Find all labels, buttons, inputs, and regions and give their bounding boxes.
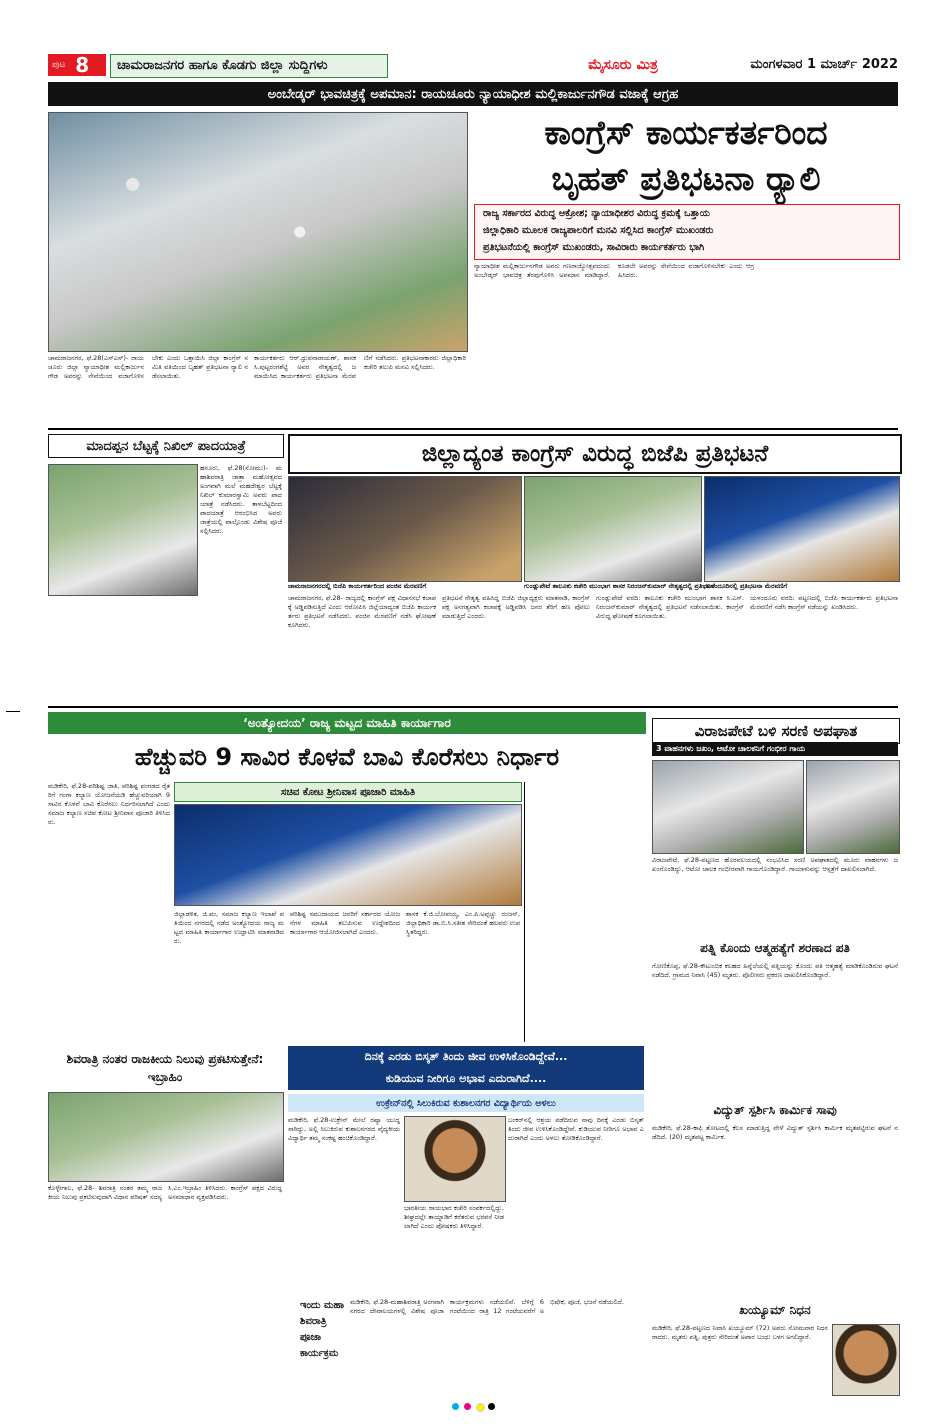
puja-label: ಇಂದು ಮಹಾ ಶಿವರಾತ್ರಿ ಪೂಜಾ ಕಾರ್ಯಕ್ರಮ — [300, 1300, 345, 1359]
ukraine-photo — [404, 1116, 506, 1202]
virajpet-headline: ವಿರಾಜಪೇಟೆ ಬಳಿ ಸರಣಿ ಅಪಘಾತ — [652, 718, 900, 744]
antyodaya-kicker: ‘ಅಂತ್ಯೋದಯ’ ರಾಜ್ಯ ಮಟ್ಟದ ಮಾಹಿತಿ ಕಾರ್ಯಾಗಾರ — [48, 712, 646, 734]
nikhil-body: ಹನೂರು, ಫೆ.28(ಸೋಮು)- ಮಹಾಶಿವರಾತ್ರಿ ಜಾತ್ರಾ ಮಹೋತ್ಸವದ ಅಂಗವಾಗಿ ಮಲೆ ಮಹದೇಶ್ವರ ಬೆಟ್ಟಕ್ಕೆ ನಿಖಿಲ್ ಕುಮಾರಸ್ವಾಮಿ ಅವರು ಪಾದಯಾತ್ರೆ ನಡೆಸಿದರು. ತಾಳಬೆಟ್ಟದಿಂದ ಪಾದಯಾತ್ರೆ ಆರಂಭಿಸಿದ ಅವರು ಜಾತ್ರೆಯಲ್ಲಿ ಪಾಲ್ಗೊಂಡು ವಿಶೇಷ ಪೂಜೆ ಸಲ್ಲಿಸಿದರು. — [200, 464, 285, 535]
ukraine-body-2: ಬಂಕರ್‌ನಲ್ಲಿ ಆಶ್ರಯ ಪಡೆದಿರುವ ನಾವು ದಿನಕ್ಕೆ ಎರಡು ಬಿಸ್ಕತ್ ತಿಂದು ಜೀವ ಉಳಿಸಿಕೊಂಡಿದ್ದೇವೆ. ಕುಡಿಯುವ ನೀರಿಗೂ ಅಭಾವ ಎದುರಾಗಿದೆ ಎಂದು ಅಳಲು ತೋಡಿಕೊಂಡಿದ್ದಾರೆ. — [508, 1116, 647, 1142]
virajpet-body: ವಿರಾಜಪೇಟೆ, ಫೆ.28-ಪಟ್ಟಣದ ಹೊರವಲಯದಲ್ಲಿ ಸಂಭವಿಸಿದ ಸರಣಿ ಅಪಘಾತದಲ್ಲಿ ಮೂರು ವಾಹನಗಳು ಜಖಂಗೊಂಡಿದ್ದು, ಆಟೋ ಚಾಲಕ ಗಂಭೀರವಾಗಿ ಗಾಯಗೊಂಡಿದ್ದಾರೆ. ಗಾಯಾಳುವನ್ನು ಆಸ್ಪತ್ರೆಗೆ ದಾಖಲಿಸಲಾಗಿದೆ. — [652, 856, 898, 873]
lead-bullets — [474, 204, 900, 260]
issue-date: ಮಂಗಳವಾರ 1 ಮಾರ್ಚ್ 2022 — [750, 57, 898, 72]
husband-body: ಗೋಣಿಕೊಪ್ಪ, ಫೆ.28-ಕೌಟುಂಬಿಕ ಕಲಹದ ಹಿನ್ನೆಲೆಯಲ್ಲಿ ಪತ್ನಿಯನ್ನು ಕೊಂದು ಪತಿ ಆತ್ಮಹತ್ಯೆ ಮಾಡಿಕೊಂಡಿರುವ ಘಟನೆ ನಡೆದಿದೆ. ಗ್ರಾಮದ ನಿವಾಸಿ (45) ಮೃತರು. ಪೊಲೀಸರು ಪ್ರಕರಣ ದಾಖಲಿಸಿಕೊಂಡಿದ್ದಾರೆ. — [652, 962, 901, 979]
lead-rally-photo — [48, 112, 468, 352]
antyodaya-body-2: ಜಿಲ್ಲಾಡಳಿತ, ಜಿ.ಪಂ, ಸಮಾಜ ಕಲ್ಯಾಣ ಇಲಾಖೆ ವತಿಯಿಂದ ನಗರದಲ್ಲಿ ನಡೆದ ಅಂತ್ಯೋದಯ ರಾಜ್ಯ ಮಟ್ಟದ ಮಾಹಿತಿ ಕಾರ್ಯಾಗಾರ ಉದ್ಘಾಟಿಸಿ ಮಾತನಾಡಿದರು. — [174, 910, 284, 945]
lead-body-left: ಚಾಮರಾಜನಗರ, ಫೆ.28(ಎಸ್‌ಎಸ್)- ರಾಯಚೂರು ಜಿಲ್ಲಾ ನ್ಯಾಯಾಧೀಶ ಮಲ್ಲಿಕಾರ್ಜುನಗೌಡ ಅವರನ್ನು ಸೇವೆಯಿಂದ ವಜಾಗೊಳಿಸಬೇಕು ಎಂದು ಒತ್ತಾಯಿಸಿ ಜಿಲ್ಲಾ ಕಾಂಗ್ರೆಸ್ ಸಮಿತಿ ವತಿಯಿಂದ ಬೃಹತ್ ಪ್ರತಿಭಟನಾ ರ್‍ಯಾಲಿ ನಡೆಸಲಾಯಿತು. — [48, 354, 248, 380]
antyodaya-subhead: ಸಚಿವ ಕೋಟ ಶ್ರೀನಿವಾಸ ಪೂಜಾರಿ ಮಾಹಿತಿ — [174, 782, 522, 802]
obituary-photo — [832, 1324, 900, 1396]
mid-divider — [48, 706, 898, 708]
obituary-body: ಮಡಿಕೇರಿ, ಫೆ.28-ಪಟ್ಟಣದ ನಿವಾಸಿ ಖಯ್ಯೂಮ್ (72) ಅವರು ಸೋಮವಾರ ನಿಧನರಾದರು. ಮೃತರು ಪತ್ನಿ, ಪುತ್ರರು ಸೇರಿದಂತೆ ಅಪಾರ ಬಂಧು ಬಳಗ ಅಗಲಿದ್ದಾರೆ. — [652, 1324, 828, 1341]
bjp-headline: ಜಿಲ್ಲಾದ್ಯಂತ ಕಾಂಗ್ರೆಸ್ ವಿರುದ್ಧ ಬಿಜೆಪಿ ಪ್ರತಿಭಟನೆ — [288, 434, 902, 474]
paper-name: ಮೈಸೂರು ಮಿತ್ರ — [588, 57, 658, 73]
ukraine-headline — [288, 1046, 644, 1090]
lead-headline — [474, 110, 898, 204]
section-title: ಚಾಮರಾಜನಗರ ಹಾಗೂ ಕೊಡಗು ಜಿಲ್ಲಾ ಸುದ್ದಿಗಳು — [110, 54, 388, 78]
lead-bullet-3: ಪ್ರತಿಭಟನೆಯಲ್ಲಿ ಕಾಂಗ್ರೆಸ್ ಮುಖಂಡರು, ಸಾವಿರಾರು ಕಾರ್ಯಕರ್ತರು ಭಾಗಿ — [483, 242, 705, 253]
registration-mark — [464, 1403, 471, 1410]
antyodaya-headline: ಹೆಚ್ಚುವರಿ 9 ಸಾವಿರ ಕೊಳವೆ ಬಾವಿ ಕೊರೆಸಲು ನಿರ್ಧಾರ — [134, 743, 560, 771]
antyodaya-body-3: ಪರಿಶಿಷ್ಟ ಸಮುದಾಯದ ಜನರಿಗೆ ಸರ್ಕಾರದ ಯೋಜನೆಗಳ ಮಾಹಿತಿ ತಲುಪಿಸುವ ಉದ್ದೇಶದಿಂದ ಕಾರ್ಯಾಗಾರ ಆಯೋಜಿಸಲಾಗಿದೆ ಎಂದರು. — [290, 910, 403, 936]
registration-mark — [488, 1403, 495, 1410]
masthead — [48, 52, 898, 78]
bjp-body-1: ಚಾಮರಾಜನಗರ, ಫೆ.28- ರಾಜ್ಯದಲ್ಲಿ ಕಾಂಗ್ರೆಸ್ ಪಕ್ಷ ವಿಧಾನಸಭೆ ಕಲಾಪಕ್ಕೆ ಅಡ್ಡಿಪಡಿಸುತ್ತಿದೆ ಎಂದು ಆರೋಪಿಸಿ ಜಿಲ್ಲೆಯಾದ್ಯಂತ ಬಿಜೆಪಿ ಕಾರ್ಯಕರ್ತರು ಪ್ರತಿಭಟನೆ ನಡೆಸಿದರು. ಪಂಜಿನ ಮೆರವಣಿಗೆ ನಡೆಸಿ ಘೋಷಣೆ ಕೂಗಿದರು. — [288, 594, 439, 629]
section-label: ಪುಟ — [52, 60, 66, 70]
bjp-photo-3 — [704, 476, 900, 582]
virajpet-photo-2 — [806, 760, 900, 854]
lead-divider — [48, 428, 898, 430]
nikhil-photo — [48, 464, 198, 596]
antyodaya-body-1: ಮಡಿಕೇರಿ, ಫೆ.28-ಪರಿಶಿಷ್ಟ ಜಾತಿ, ಪರಿಶಿಷ್ಟ ಪಂಗಡದ ರೈತರಿಗೆ ಗಂಗಾ ಕಲ್ಯಾಣ ಯೋಜನೆಯಡಿ ಹೆಚ್ಚುವರಿಯಾಗಿ 9 ಸಾವಿರ ಕೊಳವೆ ಬಾವಿ ಕೊರೆಸಲು ನಿರ್ಧರಿಸಲಾಗಿದೆ ಎಂದು ಸಮಾಜ ಕಲ್ಯಾಣ ಸಚಿವ ಕೋಟ ಶ್ರೀನಿವಾಸ ಪೂಜಾರಿ ತಿಳಿಸಿದರು. — [48, 782, 173, 826]
lead-bullet-2: ಜಿಲ್ಲಾಧಿಕಾರಿ ಮೂಲಕ ರಾಜ್ಯಪಾಲರಿಗೆ ಮನವಿ ಸಲ್ಲಿಸಿದ ಕಾಂಗ್ರೆಸ್ ಮುಖಂಡರು — [483, 225, 714, 236]
lead-body-mid: ಕಾರ್ಯಕರ್ತರು ಆರ್.ಧ್ರುವನಾರಾಯಣ್, ಶಾಸಕ ಸಿ.ಪುಟ್ಟರಂಗಶೆಟ್ಟಿ ಅವರ ನೇತೃತ್ವದಲ್ಲಿ ಜಮಾಯಿಸಿದ ಕಾರ್ಯಕರ್ತರು ಪ್ರತಿಭಟನಾ ಮೆರವಣಿಗೆ ನಡೆಸಿದರು. ಪ್ರತಿಭಟನಾಕಾರರು ಜಿಲ್ಲಾಧಿಕಾರಿ ಕಚೇರಿ ತಲುಪಿ ಮನವಿ ಸಲ್ಲಿಸಿದರು. — [254, 354, 469, 380]
registration-mark — [476, 1403, 485, 1412]
bjp-body-4: ಯಳಂದೂರು ವರದಿ: ಪಟ್ಟಣದಲ್ಲಿ ಬಿಜೆಪಿ ಕಾರ್ಯಕರ್ತರು ಪ್ರತಿಭಟನಾ ಮೆರವಣಿಗೆ ನಡೆಸಿ ಕಾಂಗ್ರೆಸ್ ನಡೆಯನ್ನು ಖಂಡಿಸಿದರು. — [750, 594, 901, 611]
bjp-body-3: ಗುಂಡ್ಲುಪೇಟೆ ವರದಿ: ತಾಲೂಕು ಕಚೇರಿ ಮುಂಭಾಗ ಶಾಸಕ ಸಿ.ಎಸ್.ನಿರಂಜನ್‌ಕುಮಾರ್ ನೇತೃತ್ವದಲ್ಲಿ ಪ್ರತಿಭಟನೆ ನಡೆಸಲಾಯಿತು. ಕಾಂಗ್ರೆಸ್ ವಿರುದ್ಧ ಘೋಷಣೆ ಕೂಗಲಾಯಿತು. — [596, 594, 747, 620]
puja-body: ಮಡಿಕೇರಿ, ಫೆ.28-ಮಹಾಶಿವರಾತ್ರಿ ಅಂಗವಾಗಿ ನಗರದ ದೇವಾಲಯಗಳಲ್ಲಿ ವಿಶೇಷ ಪೂಜಾ ಕಾರ್ಯಕ್ರಮಗಳು ನಡೆಯಲಿವೆ. ಬೆಳಿಗ್ಗೆ 6 ಗಂಟೆಯಿಂದ ರಾತ್ರಿ 12 ಗಂಟೆಯವರೆಗೆ ಅಭಿಷೇಕ, ಪೂಜೆ, ಭಜನೆ ನಡೆಯಲಿದೆ. — [350, 1298, 624, 1315]
virajpet-photo-1 — [652, 760, 804, 854]
bjp-caption-1: ಚಾಮರಾಜನಗರದಲ್ಲಿ ಬಿಜೆಪಿ ಕಾರ್ಯಕರ್ತರಿಂದ ಪಂಜಿನ ಮೆರವಣಿಗೆ — [288, 582, 427, 590]
antyodaya-photo — [174, 804, 522, 906]
ukraine-body-3: ಭಾರತೀಯ ರಾಯಭಾರ ಕಚೇರಿ ಸಂಪರ್ಕದಲ್ಲಿದ್ದು, ಶೀಘ್ರದಲ್ಲೇ ತಾಯ್ನಾಡಿಗೆ ಕರೆತರುವ ಭರವಸೆ ನೀಡಲಾಗಿದೆ ಎಂದು ಪೋಷಕರು ತಿಳಿಸಿದ್ದಾರೆ. — [404, 1204, 507, 1230]
ukraine-headline-line1: ದಿನಕ್ಕೆ ಎರಡು ಬಿಸ್ಕತ್ ತಿಂದು ಜೀವ ಉಳಿಸಿಕೊಂಡಿದ್ದೇವೆ... — [364, 1050, 568, 1063]
nikhil-headline: ಮಾದಪ್ಪನ ಬೆಟ್ಟಕ್ಕೆ ನಿಖಿಲ್ ಪಾದಯಾತ್ರೆ — [48, 434, 284, 458]
bjp-body-2: ಪ್ರತಿಭಟನೆ ನೇತೃತ್ವ ವಹಿಸಿದ್ದ ಬಿಜೆಪಿ ಜಿಲ್ಲಾಧ್ಯಕ್ಷರು ಮಾತನಾಡಿ, ಕಾಂಗ್ರೆಸ್ ಪಕ್ಷ ಅನಗತ್ಯವಾಗಿ ಕಲಾಪಕ್ಕೆ ಅಡ್ಡಿಪಡಿಸಿ ಜನರ ತೆರಿಗೆ ಹಣ ಪೋಲು ಮಾಡುತ್ತಿದೆ ಎಂದರು. — [442, 594, 593, 620]
lead-kicker: ಅಂಬೇಡ್ಕರ್ ಭಾವಚಿತ್ರಕ್ಕೆ ಅಪಮಾನ: ರಾಯಚೂರು ನ್ಯಾಯಾಧೀಶ ಮಲ್ಲಿಕಾರ್ಜುನಗೌಡ ವಜಾಕ್ಕೆ ಆಗ್ರಹ — [48, 82, 898, 106]
registration-mark — [452, 1403, 459, 1410]
margin-tick — [6, 711, 20, 712]
ibrahim-photo — [48, 1092, 284, 1182]
lead-bullet-1: ರಾಜ್ಯ ಸರ್ಕಾರದ ವಿರುದ್ಧ ಆಕ್ರೋಶ; ನ್ಯಾಯಾಧೀಶರ ವಿರುದ್ಧ ಕ್ರಮಕ್ಕೆ ಒತ್ತಾಯ — [483, 208, 710, 219]
electric-headline: ವಿದ್ಯುತ್ ಸ್ಪರ್ಶಿಸಿ ಕಾರ್ಮಿಕ ಸಾವು — [713, 1102, 837, 1117]
page-number: 8 — [75, 53, 90, 77]
lead-body-right: ನ್ಯಾಯಾಧೀಶ ಮಲ್ಲಿಕಾರ್ಜುನಗೌಡ ಅವರು ಗಣರಾಜ್ಯೋತ್ಸವದಂದು ಅಂಬೇಡ್ಕರ್ ಭಾವಚಿತ್ರ ತೆರವುಗೊಳಿಸಿ ಅಪಮಾನ ಮಾಡಿದ್ದಾರೆ. ಕೂಡಲೇ ಅವರನ್ನು ಸೇವೆಯಿಂದ ವಜಾಗೊಳಿಸಬೇಕು ಎಂದು ಆಗ್ರಹಿಸಿದರು. — [474, 262, 754, 279]
virajpet-subhead: 3 ವಾಹನಗಳು ಜಖಂ, ಆಟೋ ಚಾಲಕನಿಗೆ ಗಂಭೀರ ಗಾಯ — [652, 742, 898, 756]
ukraine-body-1: ಮಡಿಕೇರಿ, ಫೆ.28-ಉಕ್ರೇನ್ ಮೇಲೆ ರಷ್ಯಾ ಯುದ್ಧ ಸಾರಿದ್ದು, ಅಲ್ಲಿ ಸಿಲುಕಿರುವ ಕುಶಾಲನಗರದ ವೈದ್ಯಕೀಯ ವಿದ್ಯಾರ್ಥಿ ತಮ್ಮ ಸಂಕಷ್ಟ ಹಂಚಿಕೊಂಡಿದ್ದಾರೆ. — [288, 1116, 403, 1142]
obituary-headline: ಖಯ್ಯೂಮ್ ನಿಧನ — [739, 1302, 811, 1317]
antyodaya-side-rule — [524, 782, 525, 1042]
ukraine-subhead: ಉಕ್ರೇನ್‌ನಲ್ಲಿ ಸಿಲುಕಿರುವ ಕುಶಾಲನಗರ ವಿದ್ಯಾರ್ಥಿಯ ಅಳಲು — [288, 1094, 644, 1112]
page-badge — [48, 54, 106, 76]
antyodaya-body-4: ಶಾಸಕ ಕೆ.ಜಿ.ಬೋಪಯ್ಯ, ಎಂ.ಪಿ.ಅಪ್ಪಚ್ಚು ರಂಜನ್, ಜಿಲ್ಲಾಧಿಕಾರಿ ಡಾ.ಬಿ.ಸಿ.ಸತೀಶ ಸೇರಿದಂತೆ ಹಲವರು ಉಪಸ್ಥಿತರಿದ್ದರು. — [406, 910, 523, 936]
ukraine-headline-line2: ಕುಡಿಯುವ ನೀರಿಗೂ ಅಭಾವ ಎದುರಾಗಿದೆ.... — [385, 1072, 547, 1085]
electric-body: ಮಡಿಕೇರಿ, ಫೆ.28-ಕಾಫಿ ತೋಟದಲ್ಲಿ ಕೆಲಸ ಮಾಡುತ್ತಿದ್ದ ವೇಳೆ ವಿದ್ಯುತ್ ಸ್ಪರ್ಶಿಸಿ ಕಾರ್ಮಿಕ ಮೃತಪಟ್ಟಿರುವ ಘಟನೆ ನಡೆದಿದೆ. (20) ಮೃತಪಟ್ಟ ಕಾರ್ಮಿಕ. — [652, 1124, 898, 1141]
bjp-caption-2: ಗುಂಡ್ಲುಪೇಟೆ ತಾಲೂಕು ಕಚೇರಿ ಮುಂಭಾಗ ಶಾಸಕ ನಿರಂಜನ್‌ಕುಮಾರ್ ನೇತೃತ್ವದಲ್ಲಿ ಪ್ರತಿಭಟನೆ — [524, 582, 715, 590]
husband-headline: ಪತ್ನಿ ಕೊಂದು ಆತ್ಮಹತ್ಯೆಗೆ ಶರಣಾದ ಪತಿ — [700, 940, 850, 955]
bjp-caption-3: ಯಳಂದೂರಿನಲ್ಲಿ ಪ್ರತಿಭಟನಾ ಮೆರವಣಿಗೆ — [704, 582, 788, 590]
ibrahim-headline: ಶಿವರಾತ್ರಿ ನಂತರ ರಾಜಕೀಯ ನಿಲುವು ಪ್ರಕಟಿಸುತ್ತೇನೆ: ಇಬ್ರಾಹಿಂ — [66, 1052, 264, 1084]
lead-headline-line1: ಕಾಂಗ್ರೆಸ್ ಕಾರ್ಯಕರ್ತರಿಂದ — [544, 113, 828, 152]
lead-headline-line2: ಬೃಹತ್ ಪ್ರತಿಭಟನಾ ರ್‍ಯಾಲಿ — [551, 159, 821, 198]
bjp-photo-1 — [288, 476, 522, 582]
ibrahim-body: ಕೊಳ್ಳೇಗಾಲ, ಫೆ.28- ಶಿವರಾತ್ರಿ ನಂತರ ತಮ್ಮ ರಾಜಕೀಯ ನಿಲುವು ಪ್ರಕಟಿಸುವುದಾಗಿ ವಿಧಾನ ಪರಿಷತ್ ಸದಸ್ಯ ಸಿ.ಎಂ.ಇಬ್ರಾಹಿಂ ತಿಳಿಸಿದರು. ಕಾಂಗ್ರೆಸ್ ಪಕ್ಷದ ವಿರುದ್ಧ ಅಸಮಾಧಾನ ವ್ಯಕ್ತಪಡಿಸಿದರು. — [48, 1184, 285, 1201]
bjp-photo-2 — [524, 476, 702, 582]
